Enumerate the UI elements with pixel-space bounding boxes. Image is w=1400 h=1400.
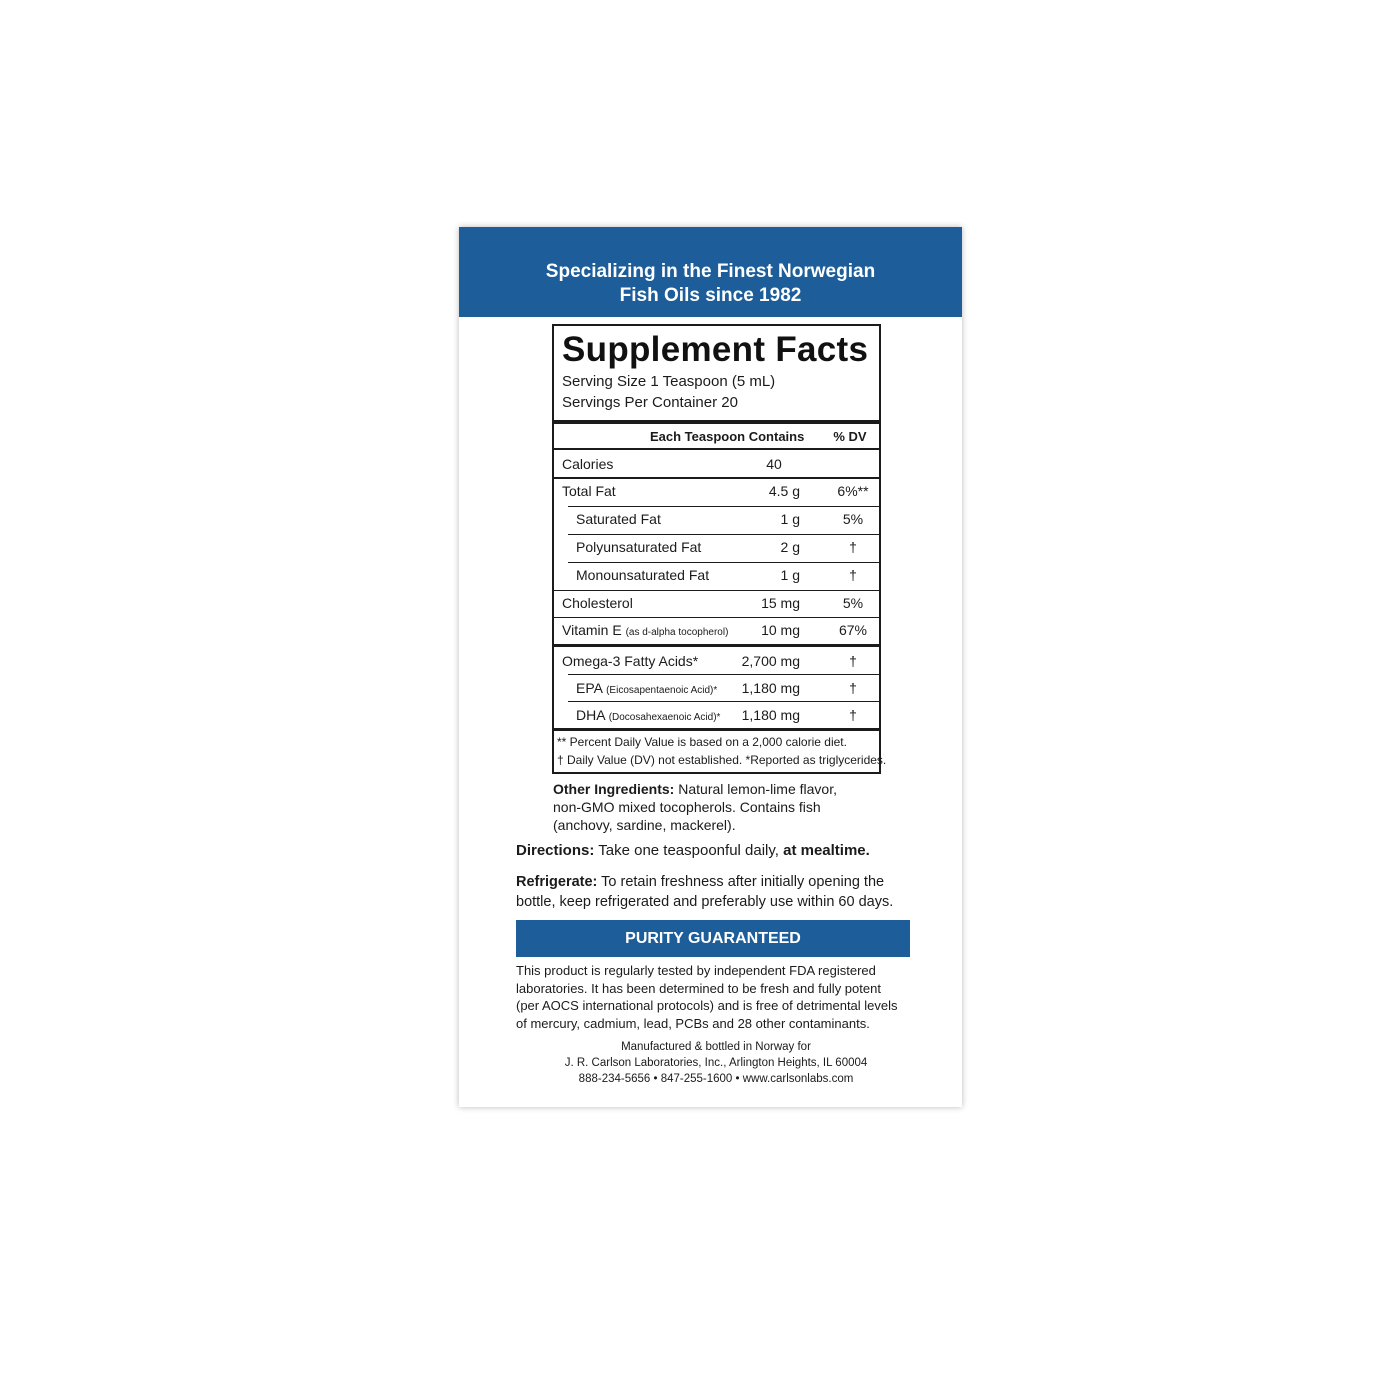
- thick-divider: [554, 644, 879, 647]
- nutrient-amount: 1,180 mg: [741, 707, 800, 723]
- column-header-dv: % DV: [833, 429, 867, 444]
- servings-per-container: Servings Per Container 20: [562, 394, 738, 411]
- nutrient-amount: 4.5 g: [768, 483, 800, 499]
- nutrient-name: Calories: [562, 456, 614, 472]
- divider: [568, 506, 879, 507]
- nutrient-note: (as d-alpha tocopherol): [625, 627, 729, 638]
- nutrient-dv: †: [849, 653, 857, 669]
- nutrient-dv: 67%: [838, 622, 868, 638]
- nutrient-amount: 1,180 mg: [741, 680, 800, 696]
- nutrient-name: Cholesterol: [562, 595, 633, 611]
- column-header-contains: Each Teaspoon Contains: [650, 429, 805, 444]
- serving-size: Serving Size 1 Teaspoon (5 mL): [562, 373, 776, 390]
- nutrient-name: Monounsaturated Fat: [576, 567, 710, 583]
- purity-banner: PURITY GUARANTEED: [516, 920, 910, 957]
- nutrient-name: Total Fat: [562, 483, 616, 499]
- divider: [554, 617, 879, 618]
- nutrient-dv: †: [849, 707, 857, 723]
- divider: [568, 674, 879, 675]
- nutrient-amount: 2 g: [780, 539, 800, 555]
- nutrient-name-epa: EPA (Eicosapentaenoic Acid)*: [576, 680, 718, 696]
- nutrient-name: Polyunsaturated Fat: [576, 539, 702, 555]
- tagline-banner: [459, 227, 962, 317]
- nutrient-name-dha: DHA (Docosahexaenoic Acid)*: [576, 707, 721, 723]
- nutrient-dv: †: [849, 567, 857, 583]
- directions-emphasis: at mealtime.: [783, 842, 870, 859]
- directions-label: Directions:: [516, 842, 595, 859]
- nutrient-amount: 40: [766, 456, 782, 472]
- nutrient-dv: 5%: [842, 511, 864, 527]
- nutrient-amount: 15 mg: [761, 595, 800, 611]
- refrigerate: Refrigerate: To retain freshness after initially opening the bottle, keep refrigerated and preferably use within 60 days.: [516, 874, 894, 910]
- divider: [568, 562, 879, 563]
- refrigerate-label: Refrigerate:: [516, 874, 598, 890]
- nutrient-name: Omega-3 Fatty Acids*: [562, 653, 699, 669]
- thick-divider: [554, 420, 879, 424]
- divider: [568, 534, 879, 535]
- nutrient-name: Saturated Fat: [576, 511, 661, 527]
- nutrient-note: (Eicosapentaenoic Acid)*: [606, 685, 718, 696]
- other-ingredients: Other Ingredients: Natural lemon-lime flavor, non-GMO mixed tocopherols. Contains fish (anchovy, sardine, mackerel).: [553, 781, 837, 833]
- facts-title: Supplement Facts: [562, 330, 869, 369]
- manufacturer-info: Manufactured & bottled in Norway for J. R. Carlson Laboratories, Inc., Arlington Heights, IL 60004 888-234-5656 • 847-255-1600 • www.carlsonlabs.com: [564, 1041, 868, 1085]
- purity-text: This product is regularly tested by independent FDA registered laboratories. It has been determined to be fresh and fully potent (per AOCS international protocols) and is free of detrimental levels of mercury, cadmium, lead, PCBs and 28 other contaminants.: [516, 963, 898, 1031]
- divider: [554, 477, 879, 479]
- nutrient-dv: †: [849, 680, 857, 696]
- nutrient-amount: 1 g: [780, 511, 800, 527]
- thick-divider: [554, 728, 879, 731]
- tagline-line-1: Specializing in the Finest Norwegian: [545, 261, 876, 282]
- nutrient-name-vitamin-e: Vitamin E (as d-alpha tocopherol): [562, 622, 729, 638]
- nutrient-note: (Docosahexaenoic Acid)*: [608, 712, 721, 723]
- tagline-line-2: Fish Oils since 1982: [619, 285, 802, 306]
- nutrient-amount: 1 g: [780, 567, 800, 583]
- label-panel: [459, 227, 962, 1107]
- nutrient-dv: 6%**: [837, 483, 869, 499]
- divider: [554, 590, 879, 591]
- nutrient-amount: 2,700 mg: [741, 653, 800, 669]
- nutrient-dv: †: [849, 539, 857, 555]
- supplement-facts-box: [552, 324, 887, 774]
- footnote-dv: ** Percent Daily Value is based on a 2,000 calorie diet.: [557, 735, 847, 749]
- nutrient-dv: 5%: [842, 595, 864, 611]
- nutrient-amount: 10 mg: [761, 622, 800, 638]
- directions: Directions: Take one teaspoonful daily, at mealtime.: [516, 842, 870, 859]
- footnote-dagger: † Daily Value (DV) not established. *Reported as triglycerides.: [557, 753, 887, 767]
- divider: [568, 701, 879, 702]
- other-ingredients-label: Other Ingredients:: [553, 781, 675, 797]
- divider: [554, 448, 879, 450]
